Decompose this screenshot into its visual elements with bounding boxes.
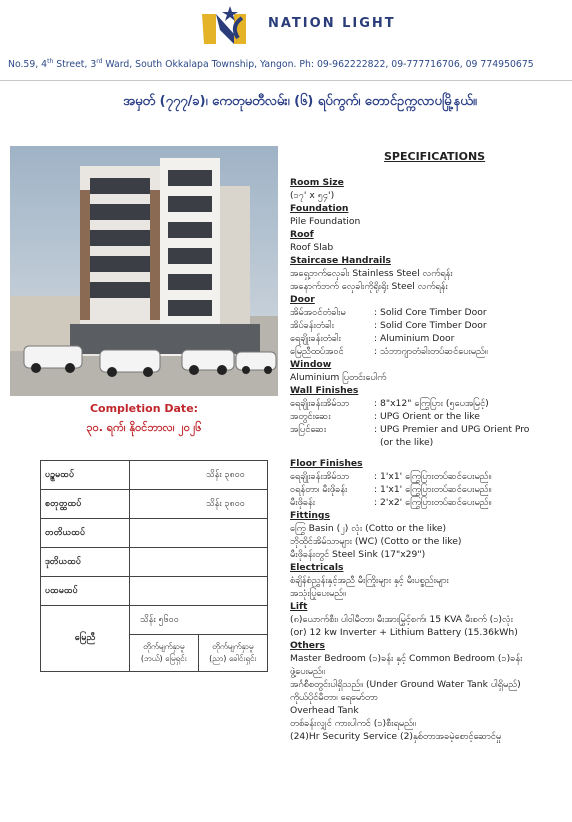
spec-heading: Foundation — [290, 203, 349, 214]
table-row — [41, 519, 268, 548]
spec-value: Master Bedroom (၁)ခန်း နှင့် Common Bedroom (၁)ခန်း — [290, 653, 523, 664]
spec-value: ကိုယ်ပိုင်မီတာ၊ ရေမော်တာ — [290, 692, 378, 703]
floor-name: ဒုတိယထပ် — [41, 548, 130, 577]
spec-heading: Floor Finishes — [290, 458, 363, 469]
spec-heading: Window — [290, 359, 332, 370]
ground-sub-left: တိုက်မျက်နှာမူ (ဘယ်) မြေရှင်း — [130, 635, 199, 672]
spec-row — [290, 306, 529, 319]
address-line: No.59, 4th Street, 3rd Ward, South Okkalapa Township, Yangon. Ph: 09-962222822, 09-777716706, 09 774950675 — [8, 58, 534, 71]
floor-price: သိန်း ၃၈၀၀ — [130, 461, 268, 490]
spec-val: : Aluminium Door — [374, 333, 455, 344]
spec-heading: Roof — [290, 229, 314, 240]
spec-val: : Solid Core Timber Door — [374, 320, 487, 331]
table-row — [41, 461, 268, 490]
spec-row — [290, 470, 529, 483]
floor-price — [130, 577, 268, 606]
spec-row — [290, 345, 529, 358]
spec-heading: Room Size — [290, 177, 344, 188]
spec-value: စံချိန်စံညွှန်းနှင့်အညီ မီးကြိုးများ နှင့် မီးပစ္စည်းများ — [290, 575, 449, 586]
spec-value: Pile Foundation — [290, 216, 361, 227]
header-divider — [0, 80, 572, 81]
spec-key: မြေညီထပ်အဝင် — [290, 346, 344, 357]
spec-row — [290, 319, 529, 332]
spec-value: အသုံးပြုပေးမည်။ — [290, 588, 346, 599]
spec-heading: Door — [290, 294, 315, 305]
spec-value: Overhead Tank — [290, 705, 359, 716]
spec-row — [290, 483, 529, 496]
ground-sub-right: တိုက်မျက်နှာမူ (ညာ) ခေါင်းရှင်း — [198, 635, 267, 672]
spec-value: (၈)ယောက်စီး၊ ပါဝါမီတာ၊ မီးအားမြှင့်စက်၊ 15 KVA မီးစက် (၁)လုံး — [290, 614, 513, 625]
spec-key: အပြင်ဆေး — [290, 424, 327, 435]
spec-key: အိမ်အဝင်တံခါးမ — [290, 307, 346, 318]
spec-key: ရေချိုးခန်းအိမ်သာ — [290, 398, 350, 409]
spec-value: ဘိုထိုင်အိမ်သာများ (WC) (Cotto or the like) — [290, 536, 462, 547]
spec-value: (or) 12 kw Inverter + Lithium Battery (15.36kWh) — [290, 627, 518, 638]
floor-price — [130, 519, 268, 548]
spec-heading: Others — [290, 640, 325, 651]
spec-val: : UPG Orient or the like — [374, 411, 480, 422]
spec-value: ကြွေ Basin (၂) လုံး (Cotto or the like) — [290, 523, 447, 534]
spec-val: : 1'x1' ကြွေပြားတပ်ဆင်ပေးမည်။ — [374, 484, 492, 495]
spec-value: Aluminium ပြတင်းပေါက် — [290, 372, 387, 383]
spec-val: : သံဘာဂျာတံခါးတပ်ဆင်ပေးမည်။ — [374, 346, 488, 357]
table-row — [41, 606, 268, 635]
spec-key: ဝရန်တာ၊ မီးဖိုခန်း — [290, 484, 348, 495]
spec-row — [290, 496, 529, 509]
spec-row — [290, 332, 529, 345]
spec-key: ရေချိုးခန်းအိမ်သာ — [290, 471, 350, 482]
spec-heading: Fittings — [290, 510, 330, 521]
floor-name: စတုတ္ထထပ် — [41, 490, 130, 519]
spec-row — [290, 397, 529, 410]
spec-value: (၁၇' x ၅၄') — [290, 190, 335, 201]
floor-name: ပဥ္စမထပ် — [41, 461, 130, 490]
spec-value: အရှေ့ဘက်လှေခါး Stainless Steel လက်ရန်း — [290, 268, 453, 279]
spec-key: ရေချိုးခန်းတံခါး — [290, 333, 341, 344]
spec-val: : 2'x2' ကြွေပြားတပ်ဆင်ပေးမည်။ — [374, 497, 492, 508]
floor-price-table — [40, 460, 268, 672]
spec-val: : 8"x12" ကြွေပြား (၅ပေအမြင့်) — [374, 398, 489, 409]
spec-value: မီးဖိုခန်းတွင် Steel Sink (17"x29") — [290, 549, 426, 560]
spec-value: အင်္ဂစီစတွင်းပါရှိသည်။ (Under Ground Water Tank ပါရှိမည်) — [290, 679, 521, 690]
logo — [190, 4, 262, 50]
ground-floor-name: မြေညီ — [41, 606, 130, 672]
ground-floor-price: သိန်း ၅၆၀၀ — [130, 606, 268, 635]
spec-value: Roof Slab — [290, 242, 334, 253]
spec-key: အတွင်းဆေး — [290, 411, 331, 422]
table-row — [41, 490, 268, 519]
spec-value: (24)Hr Security Service (2)နှစ်တာအခမဲ့စောင့်ဆောင်မှု — [290, 731, 502, 742]
spec-val: : 1'x1' ကြွေပြားတပ်ဆင်ပေးမည်။ — [374, 471, 492, 482]
floor-name: ပထမထပ် — [41, 577, 130, 606]
spec-row — [290, 410, 529, 423]
spec-value: (or the like) — [380, 437, 434, 448]
spec-key: မီးဖိုခန်း — [290, 497, 316, 508]
spec-heading: Electricals — [290, 562, 344, 573]
brand-name: NATION LIGHT — [268, 16, 396, 31]
spec-key: အိပ်ခန်းတံခါး — [290, 320, 334, 331]
table-row — [41, 577, 268, 606]
spec-value: တစ်ခန်းလျှင် ကားပါကင် (၁)စီးရမည်။ — [290, 718, 416, 729]
spec-val: : Solid Core Timber Door — [374, 307, 487, 318]
specifications-title: SPECIFICATIONS — [384, 150, 486, 163]
spec-heading: Staircase Handrails — [290, 255, 391, 266]
nation-light-logo-icon — [190, 4, 262, 50]
spec-value: အနောက်ဘက် လှေခါးကိုရိုးရိုး Steel လက်ရန်း — [290, 281, 448, 292]
floor-price: သိန်း ၃၈၀၀ — [130, 490, 268, 519]
spec-val: : UPG Premier and UPG Orient Pro — [374, 424, 530, 435]
spec-heading: Wall Finishes — [290, 385, 359, 396]
spec-value: ဖွဲ့ပေးမည်။ — [290, 666, 325, 677]
building-photo — [10, 146, 278, 396]
completion-label: Completion Date: — [89, 402, 199, 415]
table-row — [41, 548, 268, 577]
floor-name: တတိယထပ် — [41, 519, 130, 548]
floor-price — [130, 548, 268, 577]
completion-date: ၃၀. ရက်၊ နိုဝင်ဘာလ၊ ၂၀၂၆ — [86, 421, 202, 434]
spec-row — [290, 423, 529, 436]
spec-heading: Lift — [290, 601, 308, 612]
project-title: အမှတ် (၇၇၇/ခ)၊ ကေတုမတီလမ်း၊ (၆) ရပ်ကွက်၊ တောင်ဥက္ကလာပမြို့နယ်။ — [123, 94, 477, 109]
specifications-list — [290, 176, 529, 743]
